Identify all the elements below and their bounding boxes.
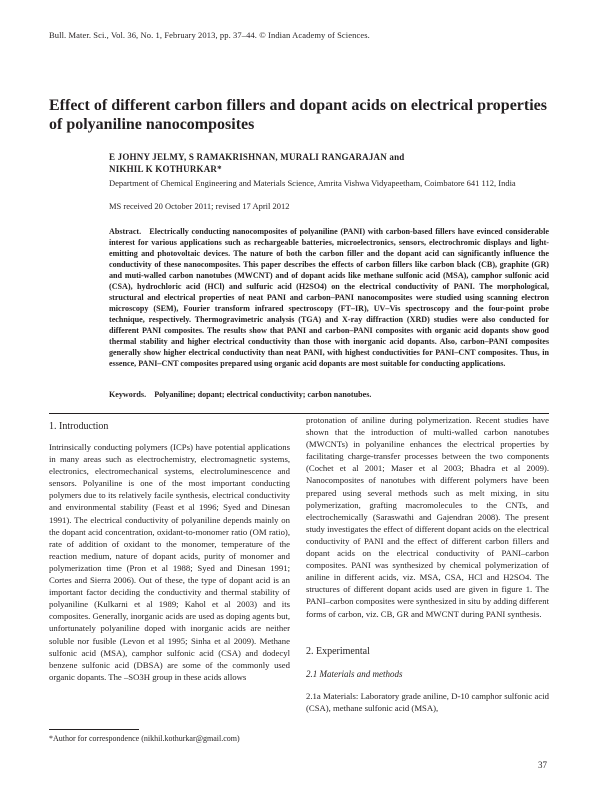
footnote-rule (49, 729, 139, 730)
author-line-2: NIKHIL K KOTHURKAR* (109, 164, 222, 174)
affiliation: Department of Chemical Engineering and Materials Science, Amrita Vishwa Vidyapeetham, Coimbatore 641 112, India (109, 178, 516, 188)
intro-paragraph-1: Intrinsically conducting polymers (ICPs) have potential applications in many areas such as electrochemistry, electromagnetic systems, electronics, electromechanical systems, electroluminescence and sensors. Polyaniline is one of the most important conducting polymers due to its relatively facile synthesis, electrical conductivity and environmental stability (Feast et al 1996; Syed and Dinesan 1991). The electrical conductivity of polyaniline depends mainly on the dopant acid concentration, oxidant-to-monomer ratio (OM ratio), rate of addition of oxidant to the monomer, temperature of the reaction medium, nature of dopant acids, purity of monomer and polymerization time (Pron et al 1988; Syed and Dinesan 1991; Cortes and Sierra 2006). Out of these, the type of dopant acid is an important factor deciding the conductivity and thermal stability of polyaniline (Kulkarni et al 1989; Kahol et al 2003) and its composites. Generally, inorganic acids are used as doping agents but, unfortunately polyaniline doped with inorganic acids are neither soluble nor fusible (Levon et al 1995; Sinha et al 2009). Methane sulfonic acid (MSA), camphor sulfonic acid (CSA) and dodecyl benzene sulfonic acid (DBSA) are some of the commonly used organic dopants. The –SO3H group in these acids allows (49, 442, 290, 682)
experimental-heading: 2. Experimental (306, 646, 370, 657)
author-line-1: E JOHNY JELMY, S RAMAKRISHNAN, MURALI RANGARAJAN and (109, 152, 405, 162)
received-dates: MS received 20 October 2011; revised 17 April 2012 (109, 201, 290, 211)
abstract (109, 226, 549, 369)
footnote: *Author for correspondence (nikhil.kothurkar@gmail.com) (49, 734, 240, 743)
keywords-label: Keywords. (109, 390, 147, 399)
abstract-label: Abstract. (109, 227, 142, 236)
materials-subheading: 2.1 Materials and methods (306, 669, 403, 679)
page-number: 37 (538, 760, 547, 770)
abstract-text: Electrically conducting nanocomposites of polyaniline (PANI) with carbon-based fillers have evinced considerable interest for various applications such as rechargeable batteries, microelectronics, sensors, electrochromic displays and light-emitting and photovoltaic devices. The nature of both the carbon filler and the dopant acid can significantly influence the conductivity of these nanocomposites. This paper describes the effects of carbon fillers like carbon black (CB), graphite (GR) and muti-walled carbon nanotubes (MWCNT) and of dopant acids like methane sulfonic acid (MSA), camphor sulfonic acid (CSA), hydrochloric acid (HCl) and sulfuric acid (H2SO4) on the electrical conductivity of PANI. The morphological, structural and electrical properties of neat PANI and carbon–PANI nanocomposites were studied using scanning electron microscopy (SEM), Fourier transform infrared spectroscopy (FT–IR), UV–Vis spectroscopy and the four-point probe technique, respectively. Thermogravimetric analysis (TGA) and X-ray diffraction (XRD) studies were also conducted for different PANI composites. The results show that PANI and carbon–PANI composites with organic acid dopants show good thermal stability and higher electrical conductivity than those with inorganic acid dopants. Also, carbon–PANI composites generally show higher electrical conductivity than neat PANI, with highest conductivities for PANI–CNT composites. Thus, in essence, PANI–CNT composites prepared using organic acid dopants are most suitable for conducting applications. (109, 227, 549, 368)
materials-paragraph: 2.1a Materials: Laboratory grade aniline, D-10 camphor sulfonic acid (CSA), methane sulfonic acid (MSA), (306, 691, 549, 714)
paper-title: Effect of different carbon fillers and dopant acids on electrical properties of polyaniline nanocomposites (49, 97, 547, 133)
keywords (109, 390, 549, 399)
keywords-text: Polyaniline; dopant; electrical conductivity; carbon nanotubes. (154, 390, 372, 399)
author-list (109, 151, 549, 175)
journal-citation: Bull. Mater. Sci., Vol. 36, No. 1, February 2013, pp. 37–44. © Indian Academy of Sciences. (49, 30, 370, 40)
intro-paragraph-2: protonation of aniline during polymerization. Recent studies have shown that the introduction of multi-walled carbon nanotubes (MWCNTs) in polyaniline enhances the electrical properties by facilitating charge-transfer processes between the two components (Cochet et al 2001; Maser et al 2003; Bhadra et al 2009). Nanocomposites of nanotubes with different polymers have been prepared using several methods such as melt mixing, in situ polymerization, grafting macromolecules to the CNTs, and electrochemically (Saraswathi and Gajendran 2008). The present study investigates the effect of different dopant acids on the electrical conductivity of PANI and the effect of different carbon fillers and dopant acids on the electrical conductivity of PANI–carbon composites. PANI was synthesized by chemical polymerization of aniline in different acids, viz. MSA, CSA, HCl and H2SO4. The structures of different dopant acids used are given in figure 1. The PANI–carbon composites were synthesized in situ by adding different forms of carbon, viz. CB, GR and MWCNT during PANI synthesis. (306, 415, 549, 619)
intro-heading: 1. Introduction (49, 421, 109, 432)
